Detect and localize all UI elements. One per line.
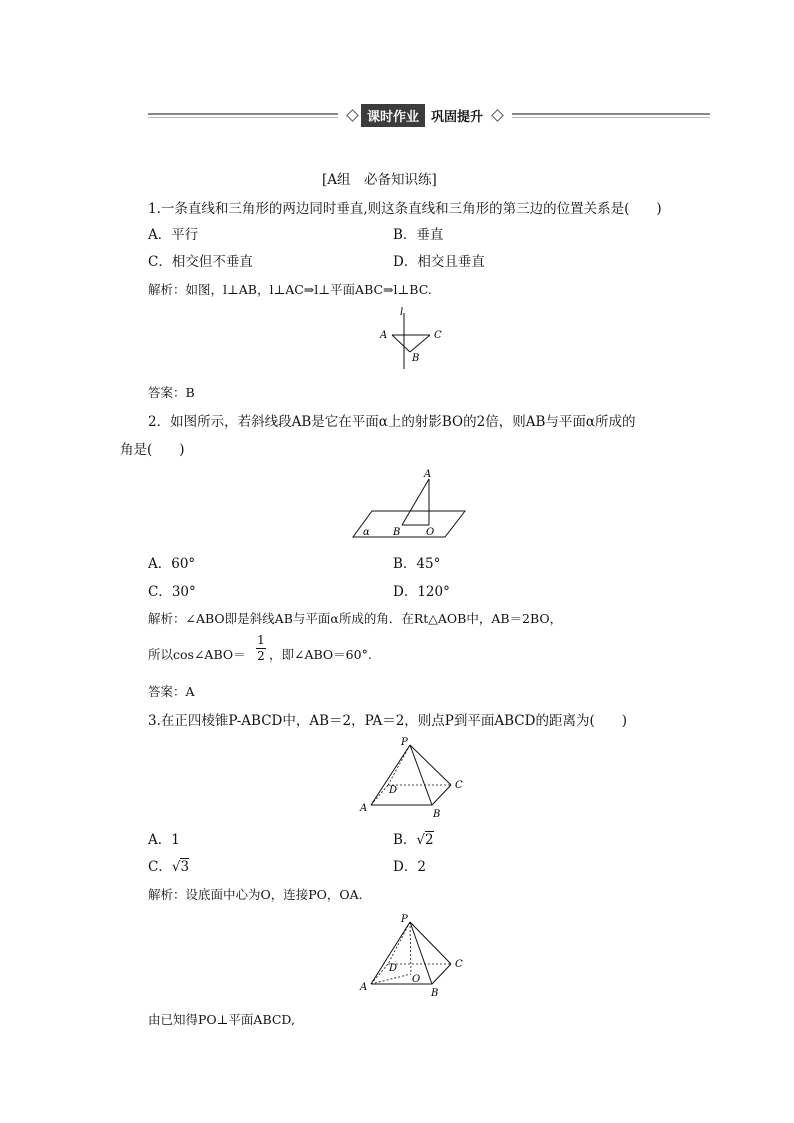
label-c: C bbox=[434, 330, 442, 341]
label-d: D bbox=[389, 785, 398, 796]
plane-alpha bbox=[353, 511, 465, 537]
label-d: D bbox=[389, 963, 398, 974]
q2-option-a: A．60° bbox=[148, 556, 196, 572]
edge-pd-hidden bbox=[388, 745, 410, 785]
segment-po-hidden bbox=[410, 922, 411, 974]
q2-stem-line2: 角是( ) bbox=[120, 442, 185, 458]
banner-tag bbox=[338, 104, 512, 126]
diamond-right-icon bbox=[491, 109, 504, 122]
edge-cb bbox=[410, 335, 430, 352]
label-o: O bbox=[426, 527, 435, 538]
sqrt-radicand-3: 3 bbox=[180, 859, 190, 875]
q3-stem: 3.在正四棱锥P-ABCD中，AB＝2，PA＝2，则点P到平面ABCD的距离为( ) bbox=[148, 713, 627, 729]
q3-option-c bbox=[148, 855, 189, 875]
q2-figure bbox=[350, 465, 475, 543]
q3-option-d: D．2 bbox=[393, 859, 426, 875]
q2-option-d: D．120° bbox=[393, 584, 450, 600]
sqrt-sign: √ bbox=[416, 832, 426, 848]
q3-option-b bbox=[393, 828, 434, 848]
segment-ab bbox=[402, 479, 429, 525]
label-a: A bbox=[360, 982, 368, 993]
banner-left-label: 课时作业 bbox=[361, 104, 425, 127]
q2-solution-line1: 解析：∠ABO即是斜线AB与平面α所成的角．在Rt△AOB中，AB＝2BO， bbox=[148, 611, 563, 626]
label-alpha: α bbox=[363, 527, 370, 538]
q2-answer: 答案：A bbox=[148, 684, 195, 699]
q3-figure-pyramid bbox=[355, 735, 470, 820]
edge-ab bbox=[392, 335, 410, 352]
label-a: A bbox=[380, 330, 388, 341]
edge-pd-hidden bbox=[388, 922, 410, 964]
label-p: P bbox=[401, 737, 408, 748]
q3-conclusion: 由已知得PO⊥平面ABCD, bbox=[148, 1012, 295, 1027]
q1-option-a: A．平行 bbox=[148, 227, 199, 243]
q3-option-a: A．1 bbox=[148, 832, 180, 848]
label-b: B bbox=[393, 527, 401, 538]
edge-bc bbox=[432, 964, 451, 984]
label-c: C bbox=[455, 959, 463, 970]
label-b: B bbox=[412, 353, 420, 364]
label-p: P bbox=[401, 914, 408, 925]
label-a: A bbox=[424, 469, 432, 480]
q1-answer: 答案：B bbox=[148, 385, 195, 400]
edge-ad-hidden bbox=[371, 964, 388, 984]
fraction-one-half bbox=[256, 634, 266, 663]
q1-option-b: B．垂直 bbox=[393, 227, 444, 243]
edge-pa bbox=[371, 922, 410, 984]
edge-bc bbox=[432, 785, 451, 805]
q2-option-c: C．30° bbox=[148, 584, 196, 600]
banner-right-label: 巩固提升 bbox=[431, 109, 484, 125]
q3-solution-intro: 解析：设底面中心为O，连接PO，OA. bbox=[148, 887, 363, 902]
q1-option-d: D．相交且垂直 bbox=[393, 254, 485, 270]
label-c: C bbox=[455, 780, 463, 791]
diamond-left-icon bbox=[346, 109, 359, 122]
edge-ad-hidden bbox=[371, 785, 388, 805]
edge-pa bbox=[371, 745, 410, 805]
frac-denominator: 2 bbox=[257, 649, 265, 663]
q2-stem-line1: 2．如图所示，若斜线段AB是它在平面α上的射影BO的2倍，则AB与平面α所成的 bbox=[148, 414, 636, 430]
edge-pc bbox=[410, 922, 451, 964]
label-b: B bbox=[433, 809, 441, 820]
q1-option-c: C．相交但不垂直 bbox=[148, 254, 253, 270]
label-o: O bbox=[412, 974, 421, 985]
q1-stem: 1.一条直线和三角形的两边同时垂直,则这条直线和三角形的第三边的位置关系是( ) bbox=[148, 201, 662, 217]
sqrt-sign: √ bbox=[171, 859, 181, 875]
frac-numerator: 1 bbox=[257, 633, 265, 647]
q2-option-b: B．45° bbox=[393, 556, 441, 572]
q1-solution: 解析：如图，l⊥AB，l⊥AC⇒l⊥平面ABC⇒l⊥BC. bbox=[148, 282, 432, 297]
label-b: B bbox=[431, 988, 439, 998]
q2-solution-line2-pre: 所以cos∠ABO＝ bbox=[148, 647, 246, 662]
edge-pc bbox=[410, 745, 451, 785]
group-title: [A组 必备知识练] bbox=[322, 172, 437, 188]
q2-solution-line2-post: ，即∠ABO＝60°. bbox=[269, 647, 372, 662]
edge-pb bbox=[410, 745, 432, 805]
label-l: l bbox=[400, 307, 404, 318]
q1-figure bbox=[370, 305, 450, 373]
q3-option-c-label: C． bbox=[148, 859, 172, 875]
q3-figure-pyramid-center bbox=[355, 908, 470, 998]
label-a: A bbox=[360, 803, 368, 814]
sqrt-radicand-2: 2 bbox=[425, 832, 434, 848]
segment-oa-hidden bbox=[371, 974, 411, 984]
q3-option-b-label: B． bbox=[393, 832, 417, 848]
